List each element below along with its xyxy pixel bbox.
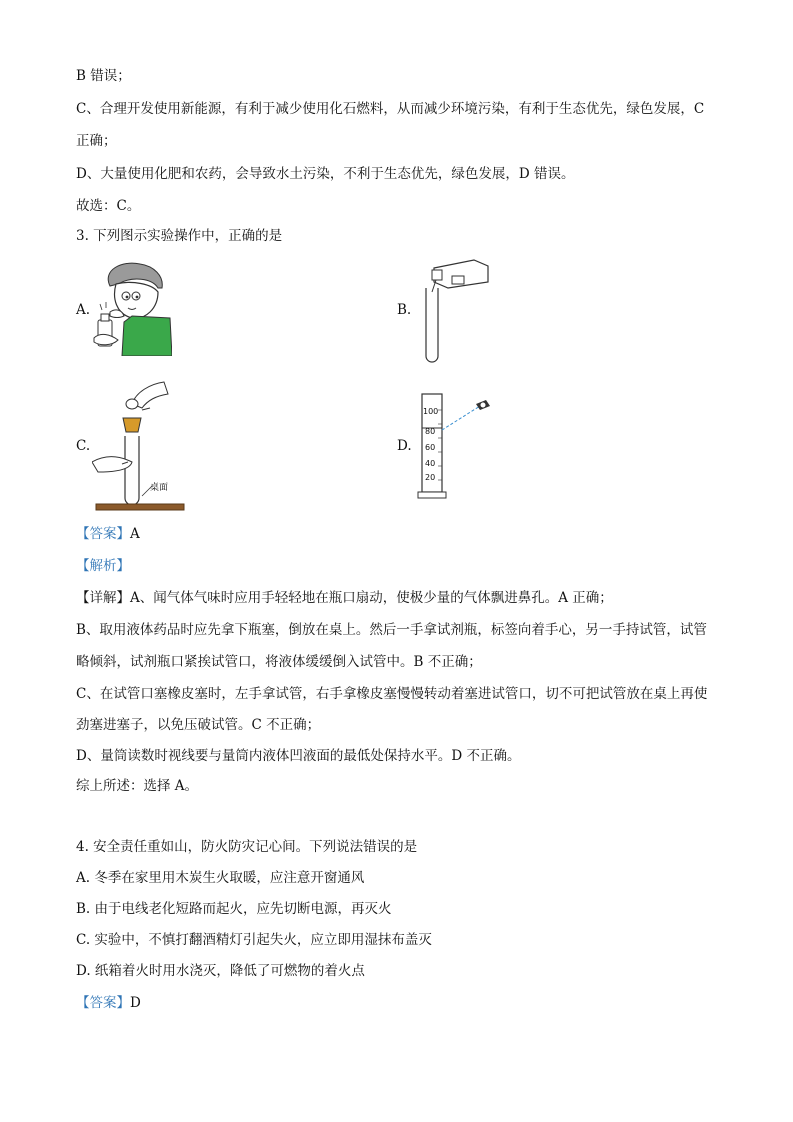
detail-line: C、在试管口塞橡皮塞时，左手拿试管，右手拿橡皮塞慢慢转动着塞进试管口，切不可把试管放在桌上再使 [76, 686, 708, 702]
scale-label: 20 [425, 473, 436, 482]
detail-line: 【详解】A、闻气体气味时应用手轻轻地在瓶口扇动，使极少量的气体飘进鼻孔。A 正确； [76, 590, 613, 606]
option-c: C. 实验中，不慎打翻酒精灯引起失火，应立即用湿抹布盖灭 [76, 932, 432, 948]
question-3-stem: 3. 下列图示实验操作中，正确的是 [76, 228, 283, 244]
text-line: D、大量使用化肥和农药，会导致水土污染，不利于生态优先，绿色发展，D 错误。 [76, 166, 575, 182]
scale-label: 60 [425, 443, 436, 452]
option-b-figure [414, 258, 494, 364]
option-d: D. 纸箱着火时用水浇灭，降低了可燃物的着火点 [76, 963, 365, 979]
desk-label: 桌面 [150, 483, 169, 493]
detail-line: 略倾斜，试剂瓶口紧挨试管口，将液体缓缓倒入试管中。B 不正确； [76, 654, 482, 670]
text-line: 正确； [76, 133, 117, 149]
text-line: B 错误； [76, 68, 131, 84]
option-a: A. 冬季在家里用木炭生火取暖，应注意开窗通风 [76, 870, 365, 886]
detail-line: 劲塞进塞子，以免压破试管。C 不正确； [76, 717, 321, 733]
text-line: 故选：C。 [76, 198, 141, 214]
option-b-label: B. [397, 302, 412, 318]
answer-4: 【答案】D [76, 995, 141, 1011]
answer-3: 【答案】A [76, 526, 140, 542]
scale-label: 100 [423, 407, 439, 416]
option-d-figure [414, 390, 498, 502]
analysis-3: 【解析】 [76, 558, 130, 574]
detail-line: 综上所述：选择 A。 [76, 778, 199, 794]
option-c-figure [92, 378, 188, 512]
option-a-label: A. [76, 302, 91, 318]
text-line: C、合理开发使用新能源，有利于减少使用化石燃料，从而减少环境污染，有利于生态优先，绿色发展，C [76, 101, 705, 117]
scale-label: 80 [425, 427, 436, 436]
option-c-label: C. [76, 438, 91, 454]
question-4-stem: 4. 安全责任重如山，防火防灾记心间。下列说法错误的是 [76, 839, 418, 855]
detail-line: B、取用液体药品时应先拿下瓶塞，倒放在桌上。然后一手拿试剂瓶，标签向着手心，另一手持试管，试管 [76, 622, 707, 638]
option-b: B. 由于电线老化短路而起火，应先切断电源，再灭火 [76, 901, 392, 917]
detail-line: D、量筒读数时视线要与量筒内液体凹液面的最低处保持水平。D 不正确。 [76, 748, 521, 764]
option-d-label: D. [397, 438, 412, 454]
scale-label: 40 [425, 459, 436, 468]
option-a-figure [92, 258, 172, 356]
